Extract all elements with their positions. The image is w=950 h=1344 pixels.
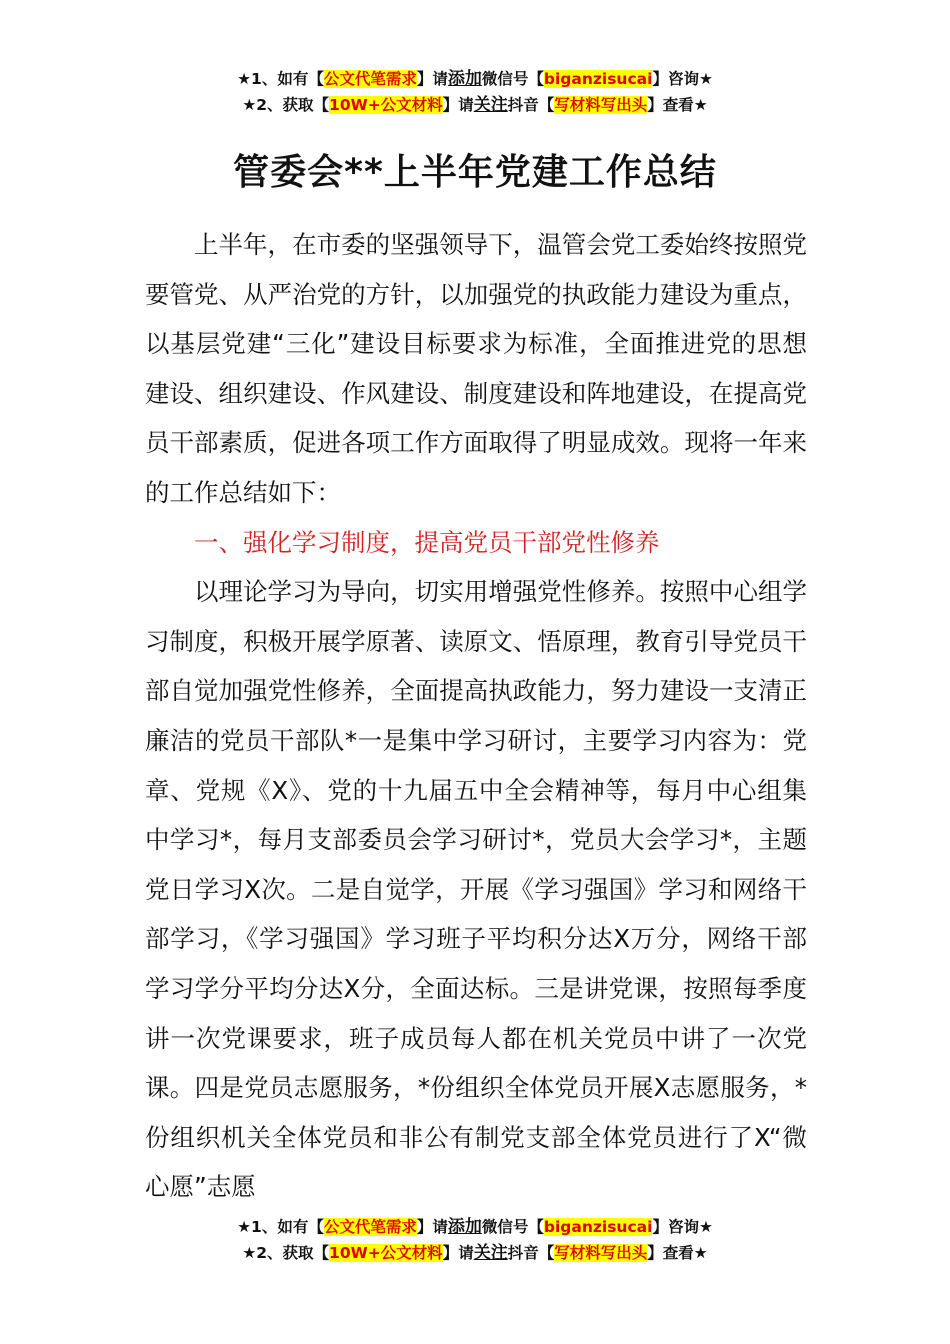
- banner-line-1: [0, 1214, 950, 1240]
- banner-text: 抖音【: [507, 96, 555, 114]
- banner-underlined: 添加: [447, 1217, 482, 1237]
- banner-highlight: 10W+公文材料: [329, 1244, 443, 1262]
- banner-text: 微信号【: [481, 1218, 544, 1236]
- banner-text: ★2、获取【: [242, 96, 330, 114]
- banner-text: 】查看★: [647, 96, 708, 114]
- banner-line-2: [0, 92, 950, 118]
- banner-text: 微信号【: [481, 70, 544, 88]
- footer-banner: [0, 1214, 950, 1266]
- intro-paragraph: 上半年，在市委的坚强领导下，温管会党工委始终按照党要管党、从严治党的方针，以加强党的执政能力建设为重点，以基层党建“三化”建设目标要求为标准，全面推进党的思想建设、组织建设、作风建设、制度建设和阵地建设，在提高党员干部素质，促进各项工作方面取得了明显成效。现将一年来的工作总结如下：: [145, 230, 807, 507]
- banner-underlined: 关注: [473, 1243, 508, 1263]
- banner-text: ★1、如有【: [237, 70, 324, 88]
- banner-text: 】查看★: [647, 1244, 708, 1262]
- banner-text: 抖音【: [507, 1244, 555, 1262]
- banner-text: 】请: [442, 96, 474, 114]
- document-body: [145, 220, 807, 1212]
- banner-underlined: 关注: [473, 95, 508, 115]
- banner-line-1: [0, 66, 950, 92]
- section-paragraph: 以理论学习为导向，切实用增强党性修养。按照中心组学习制度，积极开展学原著、读原文、悟原理，教育引导党员干部自觉加强党性修养，全面提高执政能力，努力建设一支清正廉洁的党员干部队*一是集中学习研讨，主要学习内容为：党章、党规《X》、党的十九届五中全会精神等，每月中心组集中学习*，每月支部委员会学习研讨*，党员大会学习*，主题党日学习X次。二是自觉学，开展《学习强国》学习和网络干部学习，《学习强国》学习班子平均积分达X万分，网络干部学习学分平均分达X分，全面达标。三是讲党课，按照每季度讲一次党课要求，班子成员每人都在机关党员中讲了一次党课。四是党员志愿服务，*份组织全体党员开展X志愿服务，*份组织机关全体党员和非公有制党支部全体党员进行了X“微心愿”志愿: [145, 577, 807, 1202]
- banner-text: ★1、如有【: [237, 1218, 324, 1236]
- banner-text: ★2、获取【: [242, 1244, 330, 1262]
- banner-text: 】咨询★: [652, 70, 713, 88]
- banner-highlight: biganzisucai: [543, 70, 653, 88]
- banner-text: 】请: [442, 1244, 474, 1262]
- banner-highlight: 10W+公文材料: [329, 96, 443, 114]
- section-heading: 一、强化学习制度，提高党员干部党性修养: [194, 527, 660, 557]
- banner-highlight: 写材料写出头: [554, 1244, 648, 1262]
- banner-highlight: 公文代笔需求: [323, 70, 417, 88]
- document-title: 管委会**上半年党建工作总结: [233, 152, 717, 193]
- banner-highlight: 写材料写出头: [554, 96, 648, 114]
- banner-underlined: 添加: [447, 69, 482, 89]
- banner-text: 】咨询★: [652, 1218, 713, 1236]
- banner-highlight: biganzisucai: [543, 1218, 653, 1236]
- banner-line-2: [0, 1240, 950, 1266]
- banner-highlight: 公文代笔需求: [323, 1218, 417, 1236]
- header-banner: [0, 66, 950, 118]
- banner-text: 】请: [416, 70, 448, 88]
- banner-text: 】请: [416, 1218, 448, 1236]
